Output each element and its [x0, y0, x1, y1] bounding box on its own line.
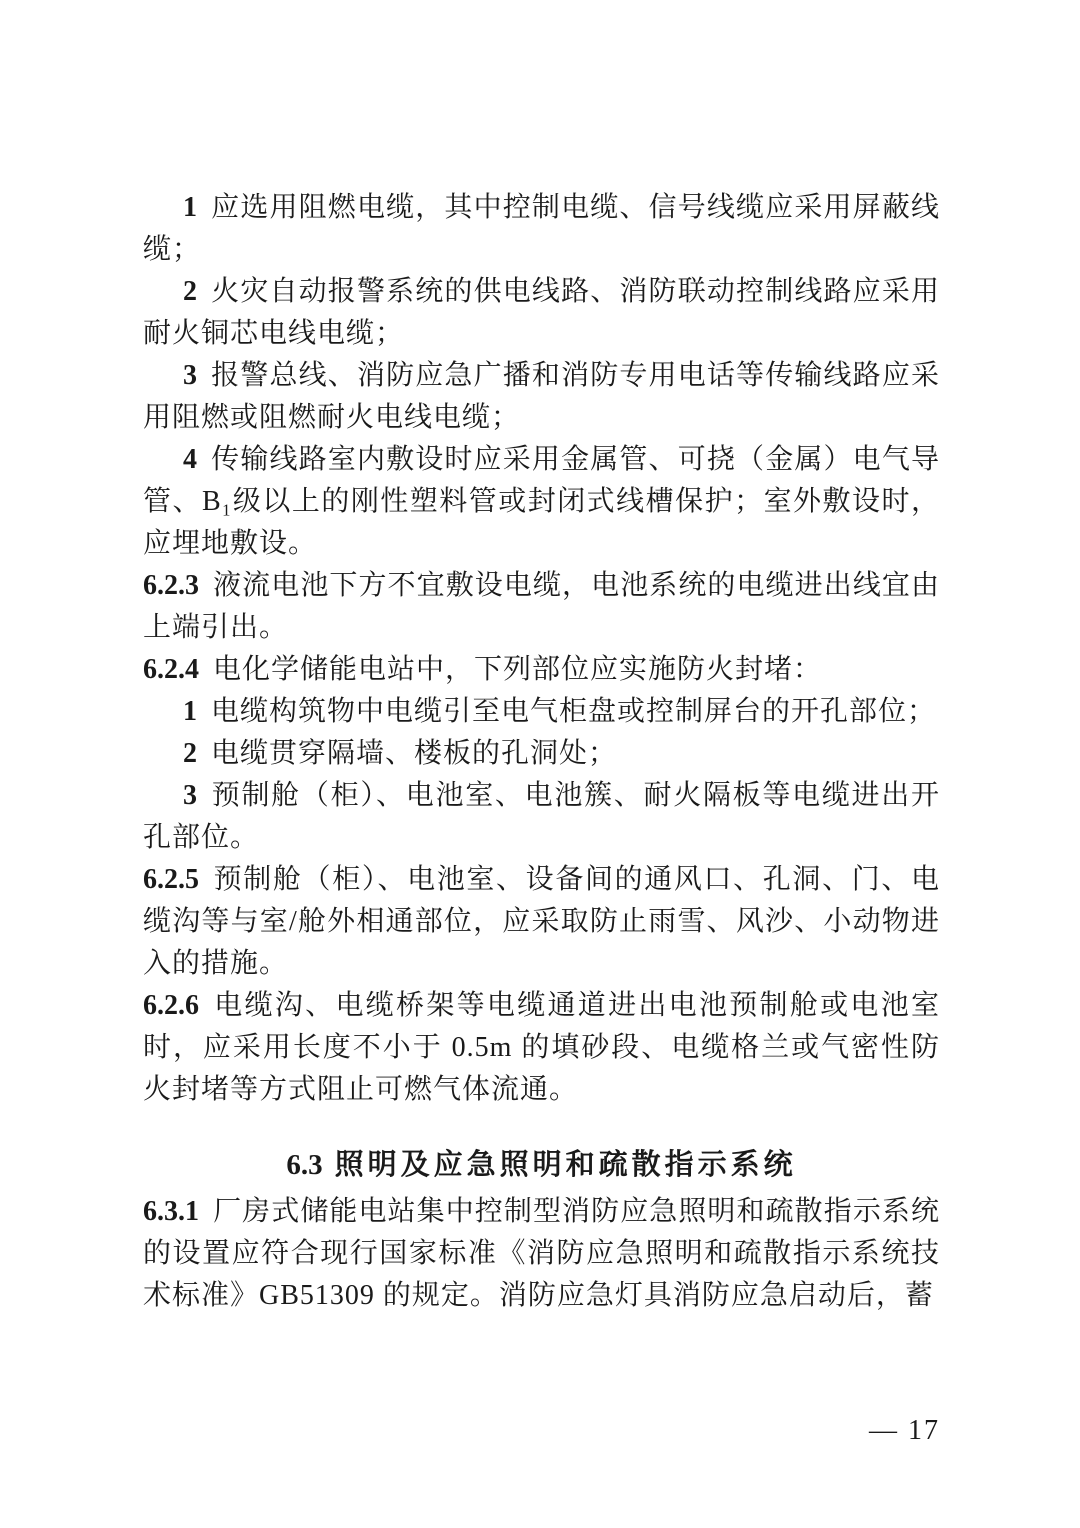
- list-item-text: 电缆贯穿隔墙、楼板的孔洞处；: [211, 738, 618, 769]
- section-heading-title: 照明及应急照明和疏散指示系统: [334, 1149, 797, 1181]
- list-item: [143, 439, 940, 565]
- list-item-number: 2: [183, 276, 197, 307]
- clause-text: 厂房式储能电站集中控制型消防应急照明和疏散指示系统的设置应符合现行国家标准《消防应急照明和疏散指示系统技术标准》GB51309 的规定。消防应急灯具消防应急启动后，蓄: [143, 1196, 940, 1311]
- list-item-number: 4: [183, 444, 197, 475]
- page-number: — 17: [869, 1415, 940, 1446]
- clause-text: 电化学储能电站中，下列部位应实施防火封堵：: [213, 654, 823, 685]
- list-item-text: 火灾自动报警系统的供电线路、消防联动控制线路应采用耐火铜芯电线电缆；: [143, 276, 940, 349]
- section-heading-number: 6.3: [286, 1149, 323, 1181]
- list-item-number: 2: [183, 738, 197, 769]
- clause-text: 液流电池下方不宜敷设电缆，电池系统的电缆进出线宜由上端引出。: [143, 570, 940, 643]
- clause-text: 电缆沟、电缆桥架等电缆通道进出电池预制舱或电池室时，应采用长度不小于 0.5m 的填砂段、电缆格兰或气密性防火封堵等方式阻止可燃气体流通。: [143, 990, 940, 1105]
- list-item-text: 预制舱（柜）、电池室、电池簇、耐火隔板等电缆进出开孔部位。: [143, 780, 940, 853]
- clause-paragraph: [143, 649, 940, 691]
- list-item-number: 1: [183, 192, 197, 223]
- list-item-number: 1: [183, 696, 197, 727]
- clause-text: 预制舱（柜）、电池室、设备间的通风口、孔洞、门、电缆沟等与室/舱外相通部位，应采取防止雨雪、风沙、小动物进入的措施。: [143, 864, 940, 979]
- list-item: [143, 187, 940, 271]
- list-item-number: 3: [183, 360, 197, 391]
- clause-number: 6.2.3: [143, 570, 199, 601]
- list-item: [143, 355, 940, 439]
- list-item-text: 应选用阻燃电缆，其中控制电缆、信号线缆应采用屏蔽线缆；: [143, 192, 940, 265]
- list-item-text: 电缆构筑物中电缆引至电气柜盘或控制屏台的开孔部位；: [211, 696, 937, 727]
- list-item: [143, 775, 940, 859]
- list-item: [143, 691, 940, 733]
- clause-number: 6.2.6: [143, 990, 199, 1021]
- clause-paragraph: [143, 1191, 940, 1317]
- clause-number: 6.3.1: [143, 1196, 199, 1227]
- list-item-number: 3: [183, 780, 197, 811]
- list-item-text: 报警总线、消防应急广播和消防专用电话等传输线路应采用阻燃或阻燃耐火电线电缆；: [143, 360, 940, 433]
- list-item: [143, 733, 940, 775]
- section-heading: [143, 1144, 940, 1186]
- clause-paragraph: [143, 565, 940, 649]
- clause-number: 6.2.5: [143, 864, 199, 895]
- list-item: [143, 271, 940, 355]
- clause-number: 6.2.4: [143, 654, 199, 685]
- clause-paragraph: [143, 859, 940, 985]
- clause-paragraph: [143, 985, 940, 1111]
- list-item-text: 传输线路室内敷设时应采用金属管、可挠（金属）电气导管、B₁级以上的刚性塑料管或封闭式线槽保护；室外敷设时，应埋地敷设。: [143, 444, 940, 559]
